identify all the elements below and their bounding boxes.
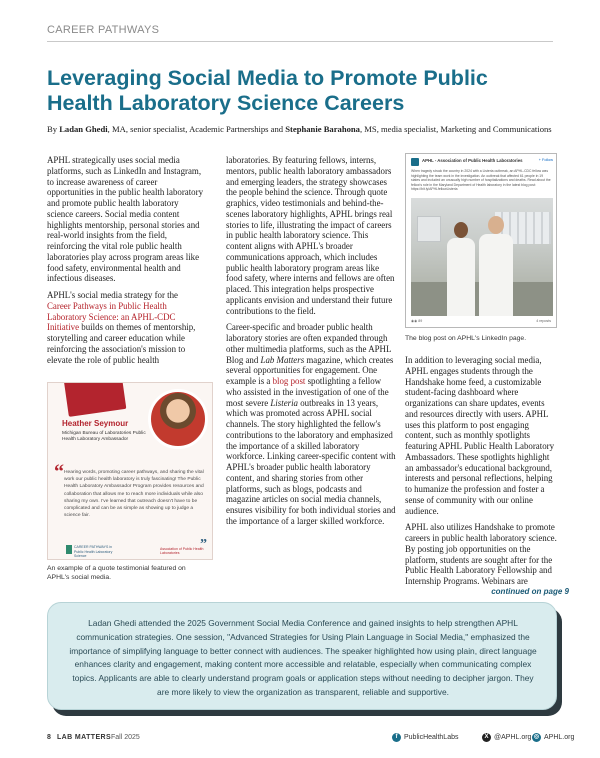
- website-link[interactable]: ◎ APHL.org: [533, 734, 575, 741]
- x-icon: X: [482, 733, 491, 742]
- aphl-logo-icon: [411, 158, 419, 166]
- author-name: Ladan Ghedi: [59, 124, 108, 134]
- career-pathways-link[interactable]: Career Pathways in Public Health Laboratory Science: an APHL-CDC Initiative: [47, 300, 176, 333]
- column-1: [47, 155, 203, 371]
- reaction-count[interactable]: ◉◉ 89: [411, 319, 423, 323]
- paragraph: laboratories. By featuring fellows, interns, mentors, public health laboratory ambassadors and emerging leaders, the strategy showcases the people behind the science. Through quote graphics, video testimonials and behind-the-scenes laboratory highlights, APHL brings real stories to life, illustrating the impact of careers in public health laboratory science. This content aligns with APHL's broader communications approach, which includes public health laboratory program areas like food safety, where interns and fellows are often placed. This integration helps prospective applicants envision and understand their future contributions to the field.: [226, 155, 395, 316]
- portrait-photo: [148, 389, 208, 449]
- magazine-name: LAB MATTERS: [57, 734, 112, 741]
- person-figure: [447, 222, 475, 316]
- lab-cabinet: [417, 216, 441, 242]
- follow-button[interactable]: + Follow: [538, 158, 553, 162]
- paragraph: Career-specific and broader public health laboratory stories are often expanded through other multimedia platforms, such as the APHL Blog and Lab Matters magazine, which creates several opportunities for engagement. One example is a blog post spotlighting a fellow who assisted in the investigation of one of the most severe Listeria outbreaks in 13 years, which was promoted across APHL social channels. The story highlighted the fellow's contributions to the laboratory and emphasized the importance of a skilled laboratory workforce. Linking career-specific content with APHL's broader public health laboratory content, and sharing stories from other platforms, such as blogs, podcasts and magazine articles on social media channels, ensures visibility for both individual stories and the importance of a larger skilled workforce.: [226, 322, 396, 526]
- testimonial-role: Michigan Bureau of Laboratories Public Health Laboratory Ambassador: [62, 431, 146, 442]
- linkedin-post-header: [411, 158, 553, 166]
- page-number: 8: [47, 734, 51, 741]
- facebook-icon: f: [392, 733, 401, 742]
- paragraph: APHL strategically uses social media platforms, such as LinkedIn and Instagram, to increase awareness of career opportunities in the public health laboratory and promote public health laboratory science careers. Social media content highlights mentorship, personal stories and real-world insights from the field, reinforcing the vital role public health laboratories play across program areas like food safety, environmental health and infectious diseases.: [47, 155, 204, 284]
- testimonial-name: Heather Seymour: [62, 419, 129, 428]
- author-name: Stephanie Barahona: [285, 124, 360, 134]
- x-link[interactable]: X @APHL.org: [482, 733, 531, 742]
- sidebar-callout: [47, 602, 557, 710]
- paragraph: APHL also utilizes Handshake to promote careers in public health laboratory science. By posting job opportunities on the platform, students are sought after for the Public Health Laboratory Fellowship and Internship Programs. Webinars are: [405, 522, 557, 586]
- facebook-link[interactable]: f PublicHealthLabs: [392, 733, 458, 742]
- linkedin-post-text: When tragedy struck the country in 2024 with a Listeria outbreak, an APHL-CDC fellow was highlighting the team work in the investigation. An outbreak that affected 61 people in 19 states and included an unusually high number of hospitalizations and deaths. Read about the fellow's role in the Maryland Department of Health laboratory in the latest blog post: https://bit.ly/APHLfellowListeria: [411, 169, 551, 192]
- repost-count[interactable]: 4 reposts: [536, 319, 551, 323]
- byline: By Ladan Ghedi, MA, senior specialist, Academic Partnerships and Stephanie Barahona, MS, media specialist, Marketing and Communications: [47, 124, 552, 134]
- globe-icon: ◎: [533, 734, 540, 740]
- section-label: CAREER PATHWAYS: [47, 24, 160, 36]
- column-3: [405, 355, 557, 593]
- issue-date: Fall 2025: [111, 734, 140, 741]
- blog-post-link[interactable]: blog post: [272, 376, 306, 386]
- section-divider: [47, 41, 553, 42]
- linkedin-caption: The blog post on APHL's LinkedIn page.: [405, 335, 527, 342]
- paragraph: In addition to leveraging social media, APHL engages students through the Handshake home feed, a customizable student-facing dashboard where organizations can share updates, events and resources directly with users. APHL uses this platform to post engaging content, such as monthly spotlights featuring APHL Public Health Laboratory Ambassadors. These spotlights highlight an ambassador's educational background, interests and personal reflections, helping to humanize the profession and foster a sense of community with our online audience.: [405, 355, 555, 516]
- person-figure: [479, 216, 513, 316]
- open-quote-icon: “: [54, 461, 64, 483]
- column-2: [226, 155, 396, 533]
- quote-caption: An example of a quote testimonial featured on APHL's social media.: [47, 565, 186, 581]
- career-pathways-logo: CAREER PATHWAYS in Public Health Laboratory Science: [66, 545, 116, 554]
- linkedin-post-screenshot: [405, 153, 557, 328]
- quote-testimonial-graphic: [47, 382, 213, 560]
- continued-note[interactable]: continued on page 9: [491, 587, 569, 596]
- linkedin-org-name: APHL - Association of Public Health Laboratories: [422, 158, 523, 163]
- testimonial-quote: Hearing words, promoting career pathways, and sharing the vital work our public health laboratory is truly fascinating! The Public Health Laboratory Ambassador Program provides resources and collaboration that allows me to reach more individuals while also sharing my own. I've learned that outreach doesn't have to be complicated and can be as simple as showing up to judge a science fair.: [64, 470, 204, 519]
- paragraph: APHL's social media strategy for the Career Pathways in Public Health Laboratory Science: an APHL-CDC Initiative builds on themes of mentorship, storytelling and career education while reinforcing the association's mission to elevate the role of public health: [47, 290, 196, 365]
- article-title: Leveraging Social Media to Promote Public Health Laboratory Science Careers: [47, 66, 488, 115]
- page-footer: [47, 733, 575, 747]
- aphl-logo: Association of Public Health Laboratories: [160, 547, 204, 555]
- callout-text: Ladan Ghedi attended the 2025 Government Social Media Conference and gained insights to help strengthen APHL communication strategies. One session, "Advanced Strategies for Using Plain Language in Social Media," emphasized the importance of simplifying language to better connect with audiences. The speaker highlighted how using plain, direct language enhances clarity and engagement, making content more accessible and relatable, especially when communicating complex topics. Applicants are able to clearly understand program goals or application steps without needing to decipher jargon. They are more likely to view the organization as transparent, reliable and supportive.: [69, 618, 537, 697]
- decorative-tab: [64, 382, 127, 417]
- close-quote-icon: ”: [200, 537, 207, 552]
- lab-photo: [411, 198, 553, 316]
